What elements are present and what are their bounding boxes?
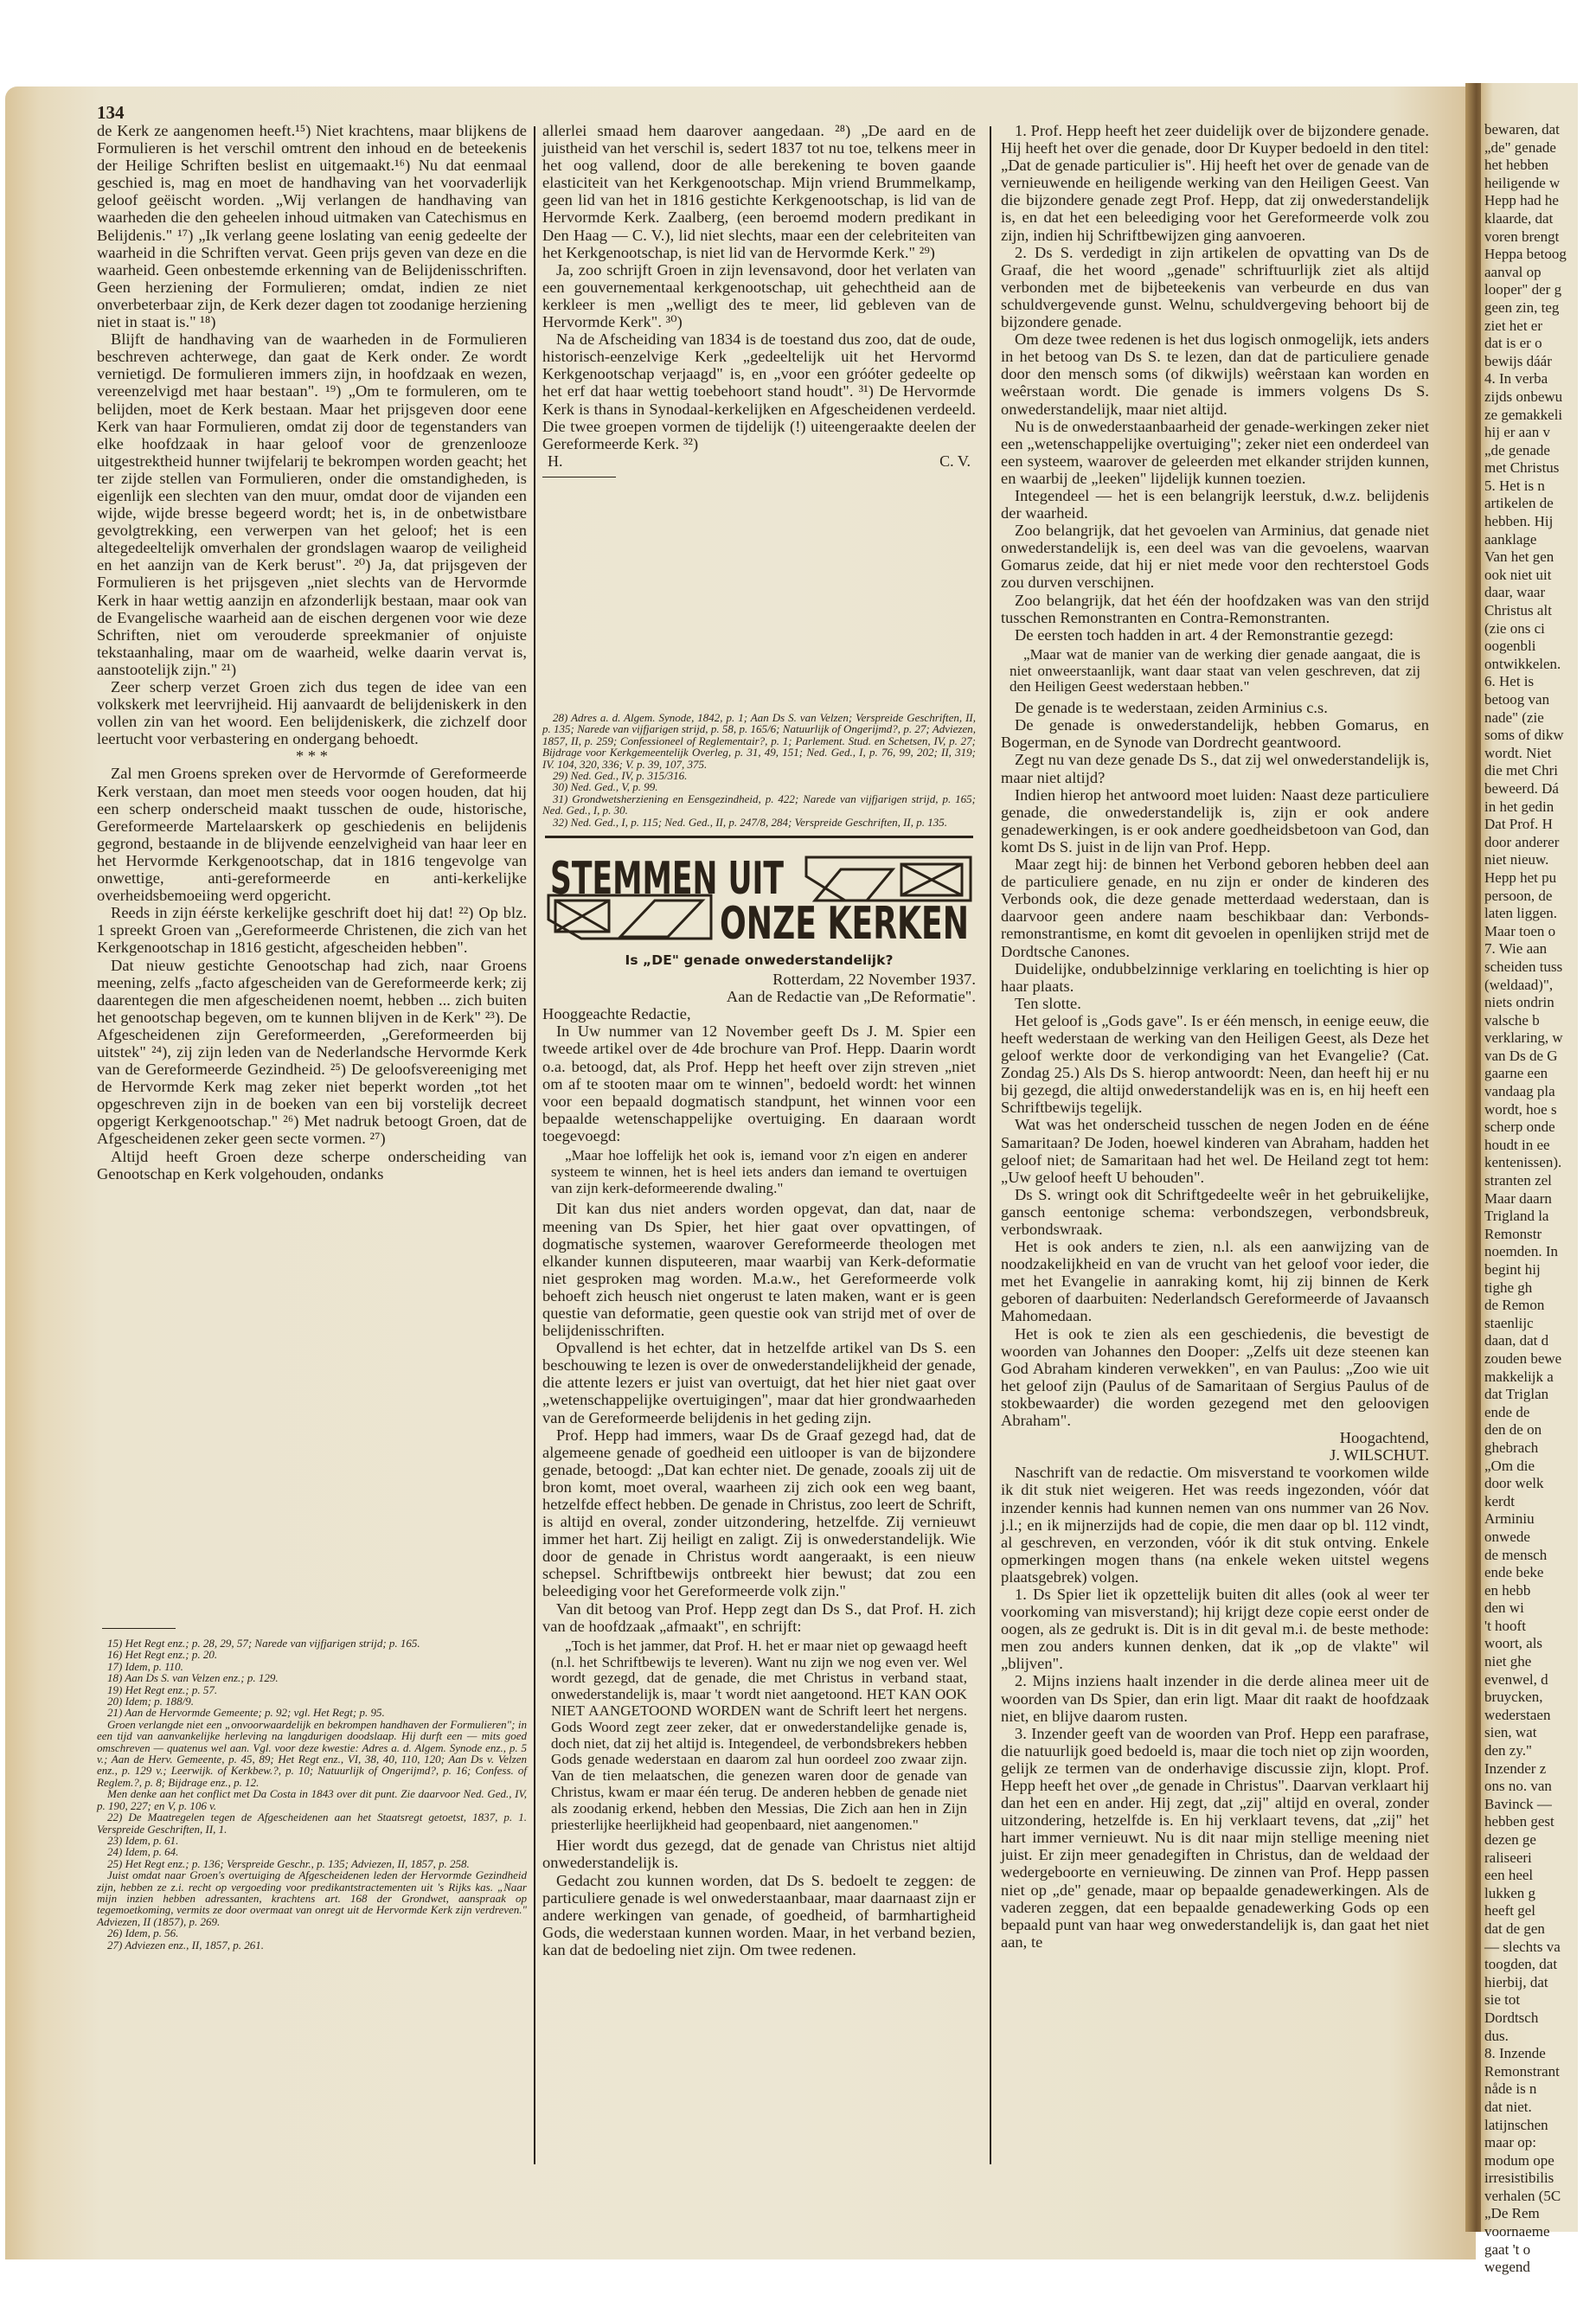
fragment-line: ende beke [1484, 1564, 1544, 1581]
paragraph: Ds S. wringt ook dit Schriftgedeelte weêr in het gebruikelijke, gansch eentonige schema: verbondszegen, verbondsbreuk, verbondswraak. [1001, 1185, 1429, 1239]
paragraph: Dat nieuw gestichte Genootschap had zich, naar Groens meening, zelfs „facto afgescheiden van de Gereformeerde kerk; zij daarentegen die men afgescheidenen noemt, hebben ... zich buiten het genootschap begeven, om te kunnen blijven in de Kerk" ²³). De Afgescheidenen zijn Gereformeerden, „Gereformeerden bij uitstek" ²⁴), zij zijn leden van de Nederlandsche Hervormde Kerk van de Gereformeerde Gezindheid. ²⁵) De geloofsvereeniging met de Hervormde Kerk mag zeker niet beperkt worden „tot het opgeschreven zijn in de boeken van een bij vorstelijk decreet opgerigt Kerkgenootschap." ²⁶) Met nadruk betoogt Groen, dat de Afgescheidenen zeker geen secte vormen. ²⁷) [97, 956, 527, 1148]
fragment-line: oogenbli [1484, 638, 1536, 655]
footnotes-column-1 [97, 1638, 527, 2167]
footnote: Juist omdat naar Groen's overtuiging de Afgescheidenen leden der Hervormde Gezindheid zijn, hebben ze z.i. recht op vergoeding voor predikantstractementen uit 's Rijks kas. „Naar mijn inzien hebben adressanten, krachtens art. 168 der Grondwet, aanspraak op tegemoetkoming, vermits ze door overmaat van onregt uit de Hervormde Kerk zijn verdreven." Adviezen, II (1857), p. 269. [97, 1868, 527, 1928]
paragraph: De genade is onwederstandelijk, hebben Gomarus, en Bogerman, en de Synode van Dordrecht geantwoord. [1001, 716, 1429, 752]
fragment-line: raliseeri [1484, 1849, 1532, 1866]
paragraph: Zoo belangrijk, dat het gevoelen van Arminius, dat genade niet onwederstandelijk is, een deel was van die gevoelens, waarvan Gomarus zeide, dat hij er niet mede voor den rechterstoel Gods zou durven verschijnen. [1001, 522, 1429, 592]
fragment-line: „de genade [1484, 441, 1550, 458]
paragraph: Integendeel — het is een belangrijk leerstuk, d.w.z. belijdenis der waarheid. [1001, 486, 1429, 522]
masthead-line-1: STEMMEN UIT [550, 853, 785, 905]
footnote-rule [542, 477, 616, 478]
paragraph: Indien hierop het antwoord moet luiden: Naast deze particuliere genade, die onwederstandelijk is, zijn er ook andere genadewerkingen, is er ook andere goedheidsbetoon van God, dan komt Ds S. juist in de lijn van Prof. Hepp. [1001, 785, 1429, 856]
fragment-line: de mensch [1484, 1546, 1548, 1563]
fragment-line: Van het gen [1484, 548, 1554, 566]
fragment-line: hierbij, dat [1484, 1973, 1548, 1990]
paragraph: Naschrift van de redactie. Om misverstand te voorkomen wilde ik dit stuk niet weigeren. Het was reeds ingezonden, vóór dat inzender kennis had kunnen nemen van ons nummer van 26 Nov. j.l.; en ik mijnerzijds had de copie, die men daar op bl. 112 vindt, al geschreven, en verzonden, vóór ik dit stuk ontving. Enkele opmerkingen mogen thans (na enkele weken uitstel wegens plaatsgebrek) volgen. [1001, 1464, 1429, 1586]
paragraph: 1. Ds Spier liet ik opzettelijk buiten dit alles (ook al weer ter voorkoming van misverstand); hij krijgt deze copie eerst onder de oogen, als ze gedrukt is. Dit is in dit geval m.i. de beste methode: men zou anders kunnen denken, dat ik „op de vlakte" wil „blijven". [1001, 1585, 1429, 1673]
paragraph: J. WILSCHUT. [1330, 1446, 1429, 1465]
footnote: 18) Aan Ds S. van Velzen enz.; p. 129. [107, 1671, 279, 1685]
footnote: 24) Idem, p. 64. [107, 1845, 179, 1859]
fragment-line: soms of dikw [1484, 727, 1564, 744]
fragment-line: gaarne een [1484, 1065, 1548, 1082]
fragment-line: „De Rem [1484, 2205, 1540, 2222]
footnote: 17) Idem, p. 110. [107, 1659, 183, 1673]
fragment-line: woort, als [1484, 1635, 1543, 1652]
fragment-line: zijds onbewu [1484, 388, 1563, 405]
fragment-line: Hepp had he [1484, 192, 1559, 209]
paragraph: Wat was het onderscheid tusschen de negen Joden en de ééne Samaritaan? De Joden, hoewel kinderen van Abraham, hadden het geloof niet; de Samaritaan had het wel. De Heiland zegt tot hem: „Uw geloof heeft U behouden". [1001, 1116, 1429, 1186]
fragment-line: wordt, hoe s [1484, 1100, 1557, 1118]
footnote: 27) Adviezen enz., II, 1857, p. 261. [107, 1938, 265, 1952]
paragraph: 2. Mijns inziens haalt inzender in die derde alinea meer uit de woorden van Ds Spier, dan erin ligt. Maar dit raakt de hoofdzaak niet, en blijve daarom rusten. [1001, 1672, 1429, 1725]
fragment-line: dat niet. [1484, 2098, 1532, 2115]
paragraph: Rotterdam, 22 November 1937. [772, 971, 976, 989]
section-rule [545, 836, 973, 838]
paragraph: * * * [295, 747, 329, 766]
fragment-line: en hebb [1484, 1581, 1531, 1599]
fragment-line: 6. Het is [1484, 673, 1535, 690]
paragraph: Zeer scherp verzet Groen zich dus tegen de idee van een volkskerk met leervrijheid. Hij aanvaardt de belijdeniskerk in den vollen zin van het woord. Een belijdeniskerk, die zichzelf door leertucht voor verbastering en ondergang behoedt. [97, 678, 527, 748]
fragment-line: sie tot [1484, 1991, 1521, 2009]
footnote: 22) De Maatregelen tegen de Afgescheidenen aan het Staatsregt getoetst, 1837, p. 1. Verspreide Geschriften, II, 1. [97, 1811, 527, 1836]
paragraph: Altijd heeft Groen deze scherpe onderscheiding van Genootschap en Kerk volgehouden, ondanks [97, 1147, 527, 1183]
fragment-line: Inzender z [1484, 1759, 1547, 1777]
fragment-line: ook niet uit [1484, 566, 1552, 583]
fragment-line: Maar daarn [1484, 1189, 1552, 1207]
fragment-line: Maar toen o [1484, 922, 1556, 939]
paragraph: Maar zegt hij: de binnen het Verbond geboren hebben deel aan de particuliere genade, en nu zijn er onder de kinderen des Verbonds ook, die deze genade metterdaad wederstaan, dan is daarvoor geen andere naam beschikbaar dan: Verbonds-remonstrantisme, en komt dit gevoelen in openlijken strijd met de Dordtsche Canones. [1001, 856, 1429, 960]
footnote: 21) Aan de Hervormde Gemeente; p. 92; vgl. Het Regt; p. 95. [107, 1706, 385, 1720]
fragment-line: door welk [1484, 1475, 1544, 1492]
fragment-line: betoog van [1484, 691, 1550, 708]
fragment-line: Remonstrant [1484, 2062, 1560, 2080]
footnote: 16) Het Regt enz.; p. 20. [107, 1648, 218, 1662]
fragment-line: toogden, dat [1484, 1956, 1558, 1973]
fragment-line: begint hij [1484, 1261, 1541, 1278]
paragraph: Hooggeachte Redactie, [542, 1005, 691, 1023]
fragment-line: Remonstr [1484, 1225, 1542, 1242]
footnote: 26) Idem, p. 56. [107, 1926, 179, 1940]
fragment-line: 7. Wie aan [1484, 940, 1548, 958]
fragment-line: „de" genade [1484, 138, 1556, 156]
fragment-line: bewijs dáár [1484, 352, 1552, 369]
fragment-line: klaarde, dat [1484, 209, 1554, 227]
letter-column-2 [542, 946, 976, 2168]
paragraph: Nu is de onwederstaanbaarheid der genade-werkingen zeker niet een „wetenschappelijke overtuiging"; zeker niet een onderdeel van een systeem, waarover de geleerden met elkander strijden kunnen, en waarbij de „leeken" lijdelijk kunnen toezien. [1001, 417, 1429, 487]
fragment-line: den de on [1484, 1421, 1542, 1439]
fragment-line: bruycken, [1484, 1689, 1543, 1706]
fragment-line: 't hooft [1484, 1617, 1526, 1634]
fragment-line: sien, wat [1484, 1724, 1537, 1741]
fragment-line: een heel [1484, 1867, 1534, 1884]
fragment-line: ons no. van [1484, 1778, 1552, 1795]
fragment-line: latijnschen [1484, 2116, 1548, 2133]
fragment-line: den zy." [1484, 1742, 1532, 1759]
paragraph: Het is ook anders te zien, n.l. als een aanwijzing van de noodzakelijkheid en van de vrucht van het geloof voor ieder, die met het Evangelie in aanraking komt, hij zij binnen de Kerk geboren of daarbuiten: Nederlandsch Gereformeerde of Javaansch Mahomedaan. [1001, 1238, 1429, 1325]
fragment-line: ghebrach [1484, 1439, 1539, 1456]
fragment-line: Trigland la [1484, 1208, 1549, 1225]
paragraph: Zoo belangrijk, dat het één der hoofdzaken was van den strijd tusschen Remonstranten en Contra-Remonstranten. [1001, 591, 1429, 626]
paragraph: Gedacht zou kunnen worden, dat Ds S. bedoelt te zeggen: de particuliere genade is wel onwederstaanbaar, maar daarnaast zijn er andere werkingen van genade, of goedheid, of barmhartigheid Gods, die wederstaan kunnen worden. Maar, in het verband bezien, kan dat de bedoeling niet zijn. Om twee redenen. [542, 1871, 976, 1958]
paragraph: Reeds in zijn éérste kerkelijke geschrift doet hij dat! ²²) Op blz. 1 spreekt Groen van „Gereformeerde Christenen, die zich van het Kerkgenootschap in 1816 gesticht, afgescheiden hebben". [97, 904, 527, 957]
fragment-line: Christus alt [1484, 602, 1552, 619]
fragment-line: onwede [1484, 1528, 1530, 1545]
fragment-line: hebben gest [1484, 1813, 1554, 1830]
paragraph: Hoogachtend, [1339, 1429, 1429, 1447]
fragment-line: 8. Inzende [1484, 2045, 1546, 2062]
paragraph: 3. Inzender geeft van de woorden van Prof. Hepp een parafrase, die natuurlijk goed bedoeld is, maar die toch niet op zijn woorden, gelijk ze termen van de onderhavige discussie zijn, klopt. Prof. Hepp heeft het over „de genade in Christus". Daarvan verklaart hij dan het een en ander. Hij zegt, dat „zij" altijd en overal, zonder uitzondering, hetzelfde is. En hij verklaart tevens, dat „zij" het hart immer vernieuwt. Nu is dit naar mijn stellige meening niet juist. Er zijn meer genadegiften in Christus, dan de weldaad der wedergeboorte en vernieuwing. De zinnen van Prof. Hepp passen niet op „de" genade, maar op bepaalde genadewerkingen. Als de vaderen zeggen, dat een bepaalde genadewerking Gods op een bepaald punt van haar weg onwederstandelijk is, dan gaat het niet aan, te [1001, 1724, 1429, 1951]
fragment-line: ende de [1484, 1403, 1530, 1420]
fragment-line: daar, waar [1484, 584, 1546, 601]
fragment-line: die met Chri [1484, 762, 1558, 779]
fragment-line: in het gedin [1484, 798, 1554, 815]
fragment-line: dat de gen [1484, 1920, 1545, 1937]
fragment-line: hij er aan v [1484, 424, 1550, 441]
article-column-3 [1001, 122, 1429, 2168]
fragment-line: met Christus [1484, 459, 1560, 477]
fragment-line: staenlijc [1484, 1314, 1534, 1331]
masthead-line-2: ONZE KERKEN [720, 898, 969, 950]
fragment-line: niet nieuw. [1484, 851, 1549, 868]
fragment-line: ontwikkelen. [1484, 655, 1561, 672]
fragment-line: (zie ons ci [1484, 619, 1545, 637]
fragment-line: aanklage [1484, 530, 1537, 548]
column-divider [990, 126, 991, 2164]
footnote: 23) Idem, p. 61. [107, 1833, 179, 1847]
block-quote: „Toch is het jammer, dat Prof. H. het er maar niet op gewaagd heeft (n.l. het Schriftbewijs te leveren). Want nu zijn we nog even ver. Wel wordt gezegd, dat de genade, die met Christus in verband staat, onwederstandelijk is, maar 't wordt niet aangetoond. HET KAN OOK NIET AANGETOOND WORDEN want de Schrift leert het nergens. Gods Woord zegt zeer zeker, dat er onwederstandelijke genade is, doch niet, dat zij het altijd is. Integendeel, de verbondsbrekers hebben Gods genade wederstaan en daarom zal hun oordeel zoo zwaar zijn. Van de tien melaatschen, die genezen waren door de genade van Christus, kwam er maar één terug. De anderen hebben de genade niet als zoodanig erkend, hebben den Messias, Die Zich aan hen in Zijn priesterlijke heerlijkheid had geopenbaard, niet aangenomen." [551, 1637, 967, 1833]
fragment-line: den wi [1484, 1599, 1524, 1617]
masthead-stemmen-uit-onze-kerken [547, 850, 972, 950]
signature-author: C. V. [939, 452, 971, 470]
footnote: 19) Het Regt enz.; p. 57. [107, 1682, 218, 1696]
footnote: Men denke aan het conflict met Da Costa in 1843 over dit punt. Zie daarvoor Ned. Ged., IV, p. 190, 227; en V, p. 106 v. [97, 1787, 527, 1812]
fragment-line: voren brengt [1484, 228, 1560, 245]
paragraph: Van dit betoog van Prof. Hepp zegt dan Ds S., dat Prof. H. zich van de hoofdzaak „afmaakt", en schrijft: [542, 1599, 976, 1635]
fragment-line: irresistibilis [1484, 2170, 1554, 2187]
paragraph: Om deze twee redenen is het dus logisch onmogelijk, iets anders in het betoog van Ds S. te lezen, dan dat de particuliere genade door den mensch soms (of dikwijls) weêrstaan kan worden en weêrstaan wordt. Die genade is immers volgens Ds S. onwederstandelijk, maar niet altijd. [1001, 330, 1429, 418]
fragment-line: houdt in ee [1484, 1136, 1550, 1153]
fragment-line: daan, dat d [1484, 1332, 1549, 1349]
fragment-line: vandaag pla [1484, 1083, 1555, 1100]
fragment-line: dat is er o [1484, 335, 1542, 352]
fragment-line: — slechts va [1484, 1938, 1561, 1955]
paragraph: allerlei smaad hem daarover aangedaan. ²⁸) „De aard en de juistheid van het verschil is, sedert 1837 tot nu toe, telkens meer in het oog vallend, door de alle berekening te boven gaande elasticiteit van het Kerkgenootschap. Mijn vriend Brummelkamp, geen lid van het in 1816 gestichte Kerkgenootschap, is lid van de Hervormde Kerk. Zaalberg, (een beroemd modern predikant in Den Haag — C. V.), lid niet slechts, maar een der celebriteiten van het Kerkgenootschap, is niet lid van de Hervormde Kerk." ²⁹) [542, 122, 976, 261]
paragraph: In Uw nummer van 12 November geeft Ds J. M. Spier een tweede artikel over de 4de brochure van Prof. Hepp. Daarin wordt o.a. betoogd, dat, als Prof. Hepp het heeft over zijn streven „niet om af te stooten maar om te winnen", bedoeld wordt: het winnen voor een bepaald dogmatisch standpunt, het winnen voor een bepaalde wetenschappelijke overtuiging. En daaraan wordt toegevoegd: [542, 1022, 976, 1144]
paragraph: Duidelijke, ondubbelzinnige verklaring en toelichting is hier op haar plaats. [1001, 959, 1429, 995]
fragment-line: tighe gh [1484, 1279, 1533, 1296]
fragment-line: „Om die [1484, 1457, 1535, 1474]
fragment-line: Arminiu [1484, 1510, 1535, 1528]
footnote-rule [102, 1628, 176, 1629]
footnotes-column-2 [542, 712, 976, 828]
fragment-line: nade" (zie [1484, 708, 1544, 726]
fragment-line: valsche b [1484, 1011, 1540, 1029]
fragment-line: Hepp het pu [1484, 868, 1557, 886]
fragment-line: wegend [1484, 2259, 1530, 2276]
fragment-line: modum ope [1484, 2151, 1554, 2169]
footnote: 32) Ned. Ged., I, p. 115; Ned. Ged., II, p. 247/8, 284; Verspreide Geschriften, II, p. 135. [553, 815, 947, 829]
fragment-line: Dat Prof. H [1484, 816, 1553, 833]
paragraph: Hier wordt dus gezegd, dat de genade van Christus niet altijd onwederstandelijk is. [542, 1836, 976, 1872]
paragraph: 1. Prof. Hepp heeft het zeer duidelijk over de bijzondere genade. Hij heeft het over die genade, door Dr Kuyper bedoeld in den titel: „Dat de genade particulier is". Hij heeft het over de genade van de vernieuwende en heiligende werking van den Heiligen Geest. Van die bijzondere genade zegt Prof. Hepp, dat zij onwederstandelijk is, en dat het een beleediging voor het Gereformeerde volk zou zijn, indien hij Schriftbewijzen ging aanvoeren. [1001, 122, 1429, 244]
paragraph: Blijft de handhaving van de waarheden in de Formulieren beschreven achterwege, dan gaat de Kerk onder. Ze wordt vernietigd. De formulieren immers zijn, in hoofdzaak en wezen, vereenzelvigd met haar bestaan". ¹⁹) „Om te formuleren, om te belijden, moet de Kerk bestaan. Maar het prijsgeven door eene Kerk van haar Formulieren, omdat zij door de tegenstanders van elke hoofdzaak in haar geloof voor de grenzenlooze uitgestrektheid hunner twijfelarij te bekrompen worden geacht; het ter zijde stellen van Formulieren, onder die omstandigheden, is eigenlijk een slechten van den muur, omdat door de vijanden een wijde, wijde bresse begeerd wordt; het is, in de onbetwistbare gevolgtrekking, een verwerpen van het geloof; het is een altegedeeltelijk omverhalen der grondslagen waarop de veiligheid en het aanzijn van de Kerk berust". ²⁰) Ja, dat prijsgeven der Formulieren is het prijsgeven „niet slechts van de Hervormde Kerk in haar wettig aanzijn en afzonderlijk bestaan, maar ook van de Evangelische waarheid aan de eischen dergenen voor wie deze Schriften, niet om verouderde spreekmanier of onjuiste tekstaanhaling, maar om de waarheid, welke daarin vervat is, aanstootelijk zijn." ²¹) [97, 330, 527, 678]
fragment-line: ziet het er [1484, 317, 1543, 334]
article-signature [542, 452, 976, 470]
fragment-line: niets ondrin [1484, 994, 1554, 1011]
fragment-line: artikelen de [1484, 495, 1554, 512]
fragment-line: Bavinck — [1484, 1795, 1552, 1812]
fragment-line: scherp onde [1484, 1118, 1555, 1136]
fragment-line: hebben. Hij [1484, 513, 1554, 530]
paragraph: Dit kan dus niet anders worden opgevat, dan dat, naar de meening van Ds Spier, het hier gaat over opvattingen, of dogmatische systemen, waarover Gereformeerde theologen met elkander kunnen disputeeren, maar waarbij van Kerk-deformatie niet gesproken mag worden. M.a.w., het Gereformeerde volk behoeft zich heusch niet ongerust te laten maken, want er is geen questie van deformatie, geen questie ook van strijd met of over de belijdenisschriften. [542, 1200, 976, 1340]
paragraph: Opvallend is het echter, dat in hetzelfde artikel van Ds S. een beschouwing te lezen is over de onwederstandelijkheid der genade, die attente lezers er juist van overtuigt, dat het hier niet gaat over „wetenschappelijke overtuigingen", maar dat hier grondwaarheden van de Gereformeerde belijdenis in het geding zijn. [542, 1339, 976, 1426]
paragraph: 2. Ds S. verdedigt in zijn artikelen de opvatting van Ds de Graaf, die het woord „genade" schriftuurlijk ziet als altijd verbonden met de bijbeteekenis van verbeurde en dus van schuldvergevende gunst. Welnu, schuldvergeving behoort bij de bijzondere genade. [1001, 243, 1429, 331]
article-column-2 [542, 122, 976, 828]
fragment-line: kerdt [1484, 1492, 1515, 1509]
fragment-line: aanval op [1484, 263, 1542, 280]
fragment-line: persoon, de [1484, 887, 1553, 904]
fragment-line: van Ds de G [1484, 1047, 1558, 1064]
fragment-line: heiligende w [1484, 174, 1561, 191]
fragment-line: niet ghe [1484, 1653, 1532, 1670]
footnote: 15) Het Regt enz.; p. 28, 29, 57; Narede van vijfjarigen strijd; p. 165. [107, 1637, 420, 1650]
fragment-line: dat Triglan [1484, 1386, 1549, 1403]
paragraph: Na de Afscheiding van 1834 is de toestand dus zoo, dat de oude, historisch-eenzelvige Kerk „gedeeltelijk uit het Hervormd Kerkgenootschap verjaagd" is, en „voor een gróóter gedeelte op het erf dat haar wettig toebehoort stand houdt". ³¹) De Hervormde Kerk is thans in Synodaal-kerkelijken en Afgescheidenen verdeeld. Die twee groepen vormen de tijdelijk (!) uiteengeraakte deelen der Gereformeerde Kerk. ³²) [542, 330, 976, 452]
fragment-line: 5. Het is n [1484, 477, 1545, 494]
fragment-line: beweerd. Dá [1484, 779, 1559, 797]
footnote: 28) Adres a. d. Algem. Synode, 1842, p. 1; Aan Ds S. van Velzen; Verspreide Geschriften, II, p. 135; Narede van vijfjarigen strijd, p. 58, p. 165/6; Natuurlijk of Ongerijmd?, p. 27; Adviezen, 1857, II, p. 259; Confessioneel of Reglementair?, p. 1; Parlement. Stud. en Schetsen, IV, p. 27; Bijdrage voor Kerkgemeentelijk Overleg, p. 31, 49, 151; Ned. Ged., I, p. 76, 99, 202; II, 319; IV. 104, 320, 336; V. p. 39, 107, 375. [542, 710, 976, 771]
fragment-line: heeft gel [1484, 1902, 1535, 1920]
fragment-line: 4. In verba [1484, 370, 1548, 388]
fragment-line: bewaren, dat [1484, 121, 1560, 138]
paragraph: De genade is te wederstaan, zeiden Arminius c.s. [1015, 699, 1328, 717]
paragraph: Aan de Redactie van „De Reformatie". [726, 988, 976, 1006]
fragment-line: Dordtsch [1484, 2009, 1539, 2026]
next-page-fragment [1481, 83, 1578, 2276]
block-quote: „Maar wat de manier van de werking dier genade aangaat, die is niet onweerstaanlijk, want daar staat van velen geschreven, dat zij den Heiligen Geest wederstaan hebben." [1010, 645, 1420, 695]
page-number: 134 [97, 102, 125, 123]
fragment-line: maar op: [1484, 2134, 1536, 2151]
fragment-line: Heppa betoog [1484, 246, 1567, 263]
fragment-line: evenwel, d [1484, 1670, 1548, 1688]
letter-title: Is „DE" genade onwederstandelijk? [625, 952, 894, 968]
footnote: 29) Ned. Ged., IV, p. 315/316. [553, 768, 688, 782]
fragment-line: lukken g [1484, 1884, 1536, 1901]
paragraph: Prof. Hepp had immers, waar Ds de Graaf gezegd had, dat de algemeene genade of goedheid een uitlooper is van de bijzondere genade, betoogd: „Dat kan echter niet. De genade, zooals zij uit de bron komt, moet overal, waarheen zij zich ook een weg baant, hetzelfde effect hebben. De genade in Christus, zoo leert de Schrift, is altijd en overal, zonder uitzondering, hetzelfde. Zij vernieuwt immer het hart. Zij heiligt en zaligt. Zij is onwederstandelijk. Wie door de genade in Christus wordt aangeraakt, is een nieuw schepsel. Schriftbewijs ontbreekt hier bewust; dat zou een beleediging voor het Gereformeerde volk zijn." [542, 1426, 976, 1600]
fragment-line: stranten zel [1484, 1172, 1552, 1189]
fragment-line: makkelijk a [1484, 1368, 1554, 1385]
fragment-line: kentenissen). [1484, 1154, 1562, 1171]
paragraph: Zegt nu van deze genade Ds S., dat zij wel onwederstandelijk is, maar niet altijd? [1001, 751, 1429, 786]
footnote: 30) Ned. Ged., V, p. 99. [553, 780, 658, 794]
fragment-line: dezen ge [1484, 1831, 1536, 1848]
fragment-line: ze gemakkeli [1484, 406, 1563, 423]
envelope-icon [806, 857, 971, 901]
footnote: 25) Het Regt enz.; p. 136; Verspreide Geschr., p. 135; Adviezen, II, 1857, p. 258. [107, 1856, 470, 1870]
column-divider [534, 126, 535, 2164]
fragment-line: dus. [1484, 2027, 1509, 2044]
paragraph: de Kerk ze aangenomen heeft.¹⁵) Niet krachtens, maar blijkens de Formulieren is het verschil omtrent den inhoud en de beteekenis der Heilige Schriften beslist en uitgemaakt.¹⁶) Nu dat eenmaal geschied is, mag en moet de handhaving van het voorvaderlijk geloof geëischt worden. „Wij verlangen de handhaving van waarheden die den geheelen inhoud uitmaken van Catechismus en Belijdenis." ¹⁷) „Ik verlang geene loslating van eenig gedeelte der waarheid in die Schriften vervat. Geen prijs geven van deze en die waarheid. Geen onbestemde erkenning van de Belijdenisschriften. Geen herziening der Formulieren; omdat, indien ze niet onverbeterbaar zijn, de Kerk dezer dagen tot zoodanige herziening niet in staat is." ¹⁸) [97, 122, 527, 331]
fragment-line: wederstaen [1484, 1706, 1551, 1723]
signature-initial: H. [548, 452, 563, 470]
fragment-line: het hebben [1484, 157, 1549, 174]
paragraph: Ten slotte. [1015, 994, 1081, 1012]
fragment-line: wordt. Niet [1484, 744, 1552, 761]
fragment-line: zouden bewe [1484, 1349, 1562, 1367]
paragraph: Het geloof is „Gods gave". Is er één mensch, in eenige eeuw, die heeft wederstaan de werking van den Heiligen Geest, als Deze het geloof werkte door de verkondiging van het Evangelie? (Cat. Zondag 25.) Als Ds S. hierop antwoordt: Neen, dan heeft hij er nu bij gezegd, die altijd onwederstandelijk was en is, en hij heeft een Schriftbewijs tegelijk. [1001, 1011, 1429, 1117]
fragment-line: scheiden tuss [1484, 958, 1563, 975]
fragment-line: de Remon [1484, 1297, 1545, 1314]
fragment-line: verklaring, w [1484, 1029, 1563, 1047]
footnote: 20) Idem; p. 188/9. [107, 1695, 195, 1708]
block-quote: „Maar hoe loffelijk het ook is, iemand voor z'n eigen en anderer systeem te winnen, het is heel iets anders dan iemand te overtuigen van zijn kerk-deformeerende dwaling." [551, 1147, 967, 1196]
fragment-line: gaat 't o [1484, 2240, 1531, 2258]
fragment-line: geen zin, teg [1484, 298, 1560, 316]
paragraph: Het is ook te zien als een geschiedenis, die bevestigt de woorden van Johannes den Dooper: „Zelfs uit deze steenen kan God Abraham kinderen verwekken", en van Paulus: „Zoo wie uit het geloof zijn (Paulus of de Samaritaan of Sergius Paulus of de stokbewaarder) die worden gezegend met den geloovigen Abraham". [1001, 1324, 1429, 1430]
fragment-line: noemden. In [1484, 1243, 1558, 1260]
fragment-line: verhalen (5C [1484, 2187, 1561, 2204]
fragment-line: door anderer [1484, 833, 1560, 850]
fragment-line: voornaeme [1484, 2223, 1550, 2240]
fragment-line: nåde is n [1484, 2080, 1537, 2098]
footnote: Groen verlangde niet een „onvoorwaardelijk en bekrompen handhaven der Formulieren"; in een tijd van aanvankelijke herleving na langdurigen doodslaap. Hij durft een — mits goed omschreven — quatenus wel aan. Vgl. voor deze kwestie: Adres a. d. Algem. Synode enz., p. 5 v.; Aan de Herv. Gemeente, p. 45, 89; Het Regt enz., VI, 38, 40, 110, 120; Aan Ds v. Velzen enz., p. 129 v.; Leerwijk. of Kerkbew.?, p. 10; Natuurlijk of Ongerijmd?, p. 16; Confess. of Reglem.?, p. 8; Bijdrage enz., p. 12. [97, 1717, 527, 1789]
paragraph: Zal men Groens spreken over de Hervormde of Gereformeerde Kerk verstaan, dan moet men steeds voor oogen houden, dat hij een scherp onderscheid maakt tusschen de oude, historische, Gereformeerde Martelaarskerk op geschiedenis en belijdenis gegrond, bestaande in de blijvende eenzelvigheid van haar leer en het Hervormde Kerkgenootschap, dat in 1816 tengevolge van onwettige, anti-gereformeerde en anti-kerkelijke overheidsbemoeiing werd opgericht. [97, 765, 527, 905]
fragment-line: looper" der g [1484, 281, 1562, 298]
footnote: 31) Grondwetsherziening en Eensgezindheid, p. 422; Narede van vijfjarigen strijd, p. 165; Ned. Ged., I, p. 30. [542, 792, 976, 817]
fragment-line: (weldaad)", [1484, 976, 1554, 993]
article-column-1 [97, 122, 527, 1618]
paragraph: Ja, zoo schrijft Groen in zijn levensavond, door het verlaten van een gouvernementaal kerkgenootschap, uit gehechtheid aan de kerkleer is men „welligt des te meer, lid gebleven van de Hervormde Kerk". ³⁰) [542, 260, 976, 331]
fragment-line: laten liggen. [1484, 905, 1558, 922]
paragraph: De eersten toch hadden in art. 4 der Remonstrantie gezegd: [1015, 625, 1394, 644]
